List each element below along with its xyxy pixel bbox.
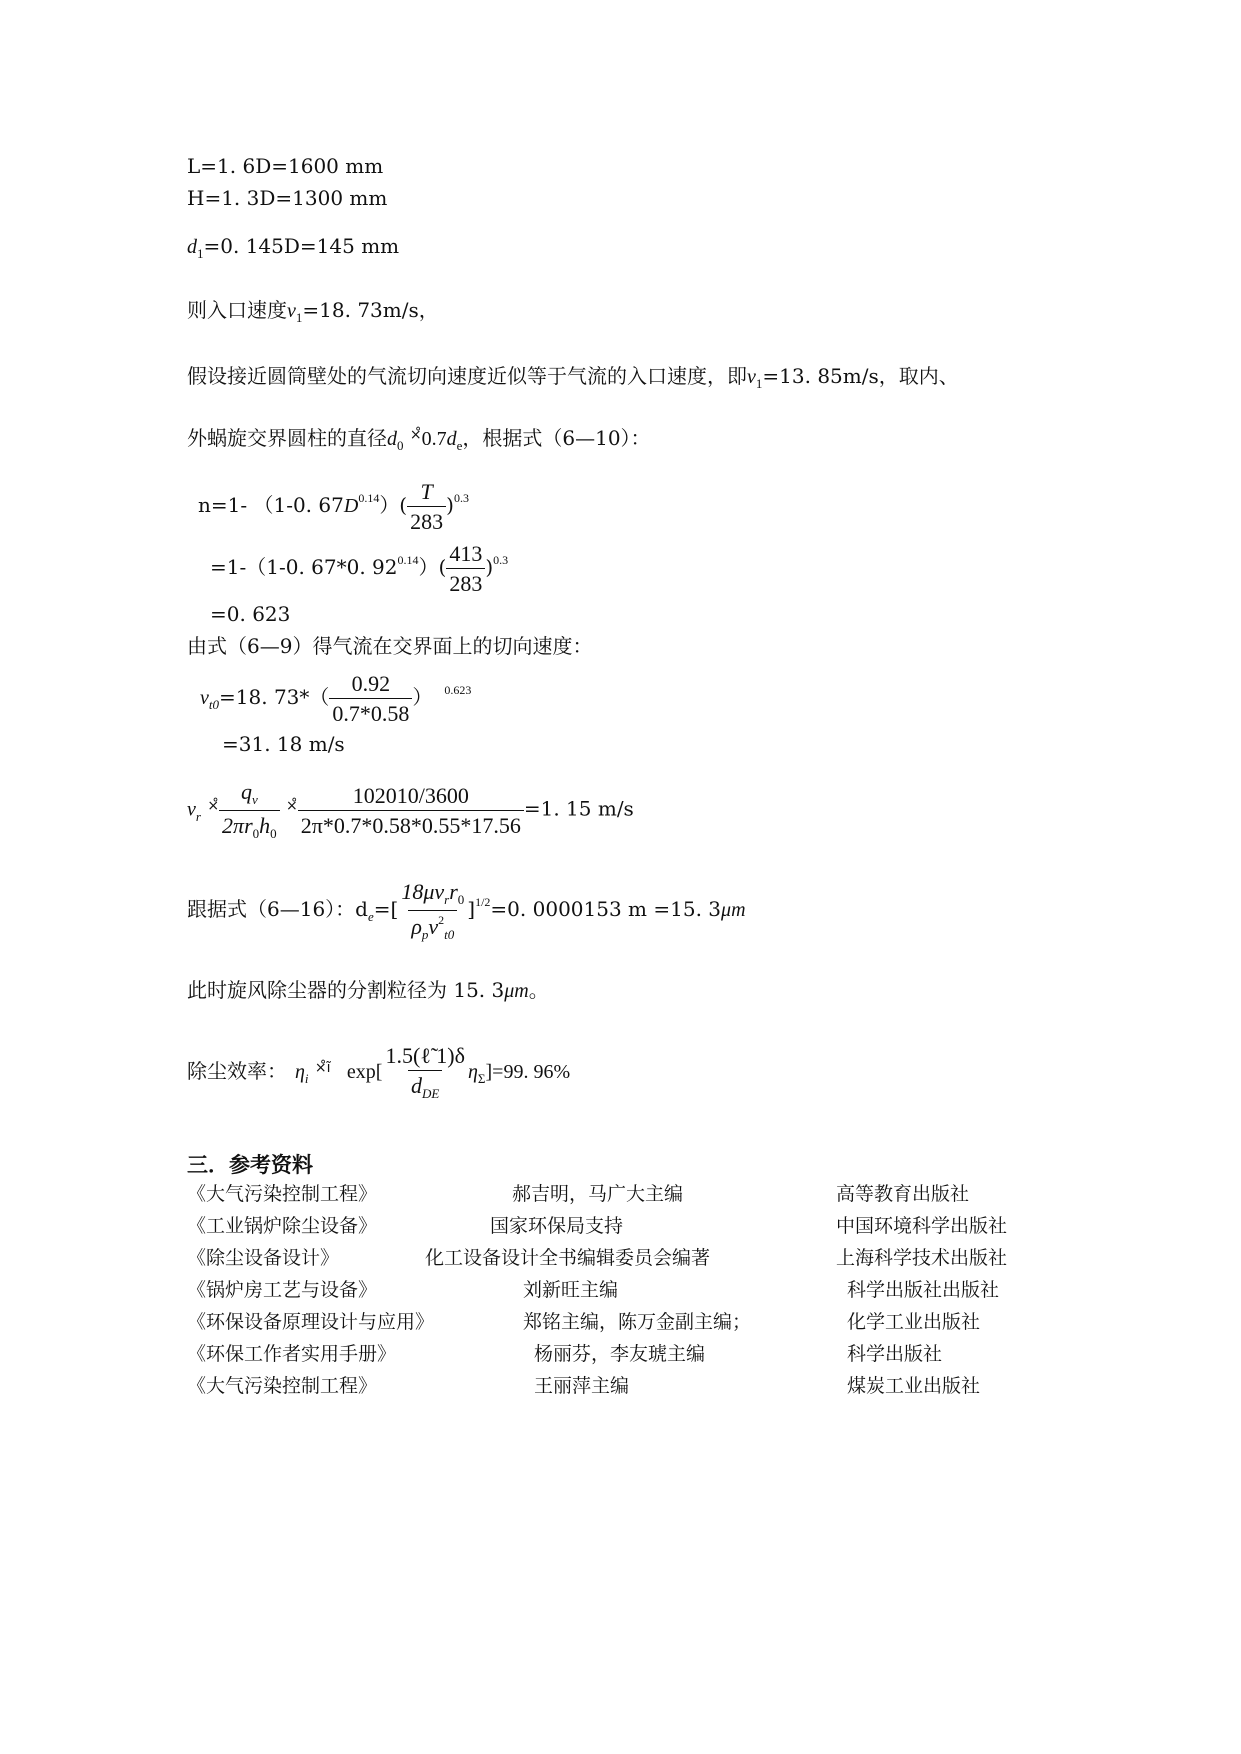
references-heading: 三．参考资料 [187, 1152, 313, 1177]
reference-author-3: 化工设备设计全书编辑委员会编著 [425, 1247, 711, 1269]
n-substitution-close: ) [485, 555, 494, 580]
efficiency-numerator: 1.5(ℓ̃ 1)δ [385, 1043, 465, 1068]
n-substitution-prefix: =1-（1-0. 67*0. 92 [210, 555, 398, 580]
n-substitution-denominator: 283 [446, 568, 485, 595]
reference-title-5: 《环保设备原理设计与应用》 [187, 1311, 435, 1333]
vt0-numerator: 0.92 [351, 671, 391, 696]
outer-vortex-line [187, 428, 651, 452]
reference-publisher-7: 煤炭工业出版社 [847, 1375, 981, 1397]
de-subscript: e [456, 438, 463, 453]
de-open-bracket: =[ [373, 897, 399, 922]
n-formula-prefix: n=1- （1-0. 67 [198, 493, 344, 518]
n-formula-close: ) [446, 493, 454, 518]
reference-title-2: 《工业锅炉除尘设备》 [187, 1215, 378, 1237]
vt0-fraction [329, 672, 412, 725]
broken-equals-glyph: ×̊ [409, 427, 422, 443]
cut-size-line [187, 980, 549, 1001]
inlet-velocity-prefix: 则入口速度 [187, 298, 287, 322]
vr-formula [187, 780, 634, 840]
n-result: =0. 623 [210, 602, 291, 626]
vr-subscript: r [195, 808, 201, 824]
n-fraction [407, 480, 446, 533]
reference-title-4: 《锅炉房工艺与设备》 [187, 1279, 378, 1301]
vt0-symbol: v [200, 687, 209, 710]
d0-subscript: 0 [397, 438, 404, 453]
qv-symbol: q [240, 779, 252, 804]
reference-title-7: 《大气污染控制工程》 [187, 1375, 378, 1397]
eta-i-subscript: i [304, 1070, 309, 1086]
d0-symbol: d [387, 428, 397, 450]
de-rho-subscript: p [421, 926, 429, 942]
n-formula-exponent: 0.3 [453, 491, 469, 506]
coefficient-value: 0.7 [421, 428, 447, 450]
h0-subscript: 0 [270, 825, 277, 841]
efficiency-prefix: 除尘效率： [187, 1058, 287, 1083]
vr-symbol: v [187, 798, 196, 821]
de-unit: μm [721, 899, 746, 922]
dde-symbol: d [411, 1073, 423, 1099]
n-substitution-mid: ）( [418, 555, 447, 580]
v1-subscript: 1 [295, 310, 303, 325]
de-result: =0. 0000153 m =15. 3 [490, 897, 722, 922]
assumption-value: =13. 85m/s，取内、 [762, 364, 959, 388]
reference-publisher-5: 化学工业出版社 [847, 1311, 981, 1333]
reference-publisher-4: 科学出版社出版社 [847, 1279, 1000, 1301]
reference-publisher-3: 上海科学技术出版社 [836, 1247, 1008, 1269]
vr-fraction-1 [219, 780, 280, 840]
reference-author-5: 郑铭主编，陈万金副主编； [523, 1311, 752, 1333]
eta-sigma-subscript: Σ [477, 1070, 486, 1086]
assumption-v-subscript: 1 [755, 376, 763, 391]
h-equation: H=1. 3D=1300 mm [187, 186, 388, 210]
cut-size-end: 。 [528, 978, 549, 1002]
broken-equals-glyph-1: ×̊ [207, 797, 220, 814]
de-close-bracket: ] [467, 897, 476, 922]
n-fraction-numerator: T [420, 479, 433, 504]
eq69-text: 由式（6—9）得气流在交界面上的切向速度： [187, 634, 593, 658]
assumption-text: 假设接近圆筒壁处的气流切向速度近似等于气流的入口速度，即 [187, 364, 747, 388]
efficiency-fraction [382, 1044, 468, 1101]
de-fraction-numerator [398, 880, 467, 910]
vr-fraction-2 [298, 784, 524, 837]
n-substitution-exponent-inner: 0.14 [397, 553, 419, 568]
n-substitution-fraction [446, 542, 485, 595]
eta-sigma-symbol: η [468, 1060, 478, 1083]
de-fraction [398, 880, 467, 941]
d1-value: =0. 145D=145 mm [203, 234, 400, 258]
n-substitution-exponent: 0.3 [493, 553, 509, 568]
cut-size-text: 此时旋风除尘器的分割粒径为 15. 3 [187, 978, 505, 1002]
eta-i-symbol: η [295, 1060, 305, 1083]
assumption-line [187, 366, 959, 390]
outer-vortex-text: 外蜗旋交界圆柱的直径 [187, 426, 387, 450]
exp-open: exp[ [346, 1060, 383, 1083]
broken-equals-glyph-2: ×̊ [286, 797, 298, 814]
n-substitution [210, 542, 508, 595]
reference-author-4: 刘新旺主编 [523, 1279, 619, 1301]
d1-symbol: d [187, 236, 197, 258]
r0-subscript: 0 [252, 825, 260, 841]
de-v-exponent: 2 [438, 912, 445, 927]
de-prefix: 跟据式（6—16）：d [187, 897, 368, 922]
reference-publisher-1: 高等教育出版社 [836, 1183, 970, 1205]
efficiency-result: ]=99. 96% [485, 1060, 571, 1083]
reference-author-7: 王丽萍主编 [534, 1375, 630, 1397]
h0-symbol: h [259, 812, 271, 838]
de-numerator-r: r [449, 879, 458, 904]
reference-author-1: 郝吉明，马广大主编 [512, 1183, 684, 1205]
de-subscript-label: e [367, 909, 374, 925]
vt0-subscript: t0 [208, 697, 220, 713]
vr-fraction-1-denominator [219, 810, 280, 841]
n-substitution-numerator: 413 [449, 541, 483, 566]
vt0-denominator: 0.7*0.58 [329, 698, 412, 725]
reference-title-6: 《环保工作者实用手册》 [187, 1343, 397, 1365]
vr-fraction-2-denominator: 2π*0.7*0.58*0.55*17.56 [298, 810, 524, 837]
broken-minus-glyph: ×̊ĩ [314, 1059, 331, 1076]
d1-subscript: 1 [197, 246, 204, 261]
vr-result: =1. 15 m/s [523, 796, 634, 821]
n-diameter-exponent: 0.14 [358, 491, 380, 506]
reference-title-1: 《大气污染控制工程》 [187, 1183, 378, 1205]
qv-subscript: v [251, 792, 258, 807]
vt0-close: ） [412, 685, 433, 710]
reference-publisher-6: 科学出版社 [847, 1343, 943, 1365]
efficiency-formula [187, 1044, 570, 1101]
reference-title-3: 《除尘设备设计》 [187, 1247, 340, 1269]
de-formula [187, 880, 746, 941]
n-fraction-denominator: 283 [407, 506, 446, 533]
de-rho-symbol: ρ [411, 913, 422, 939]
de-symbol: d [446, 428, 457, 450]
de-exponent: 1/2 [475, 895, 491, 910]
two-pi-r-symbol: 2πr [222, 812, 253, 838]
de-fraction-denominator [408, 910, 457, 942]
l-equation: L=1. 6D=1600 mm [187, 154, 384, 178]
vt0-mid: =18. 73*（ [219, 685, 330, 710]
efficiency-denominator [408, 1070, 442, 1101]
reference-author-6: 杨丽芬，李友琥主编 [534, 1343, 706, 1365]
outer-vortex-rest: ，根据式（6—10）： [462, 426, 651, 450]
n-formula-mid: ）( [379, 493, 408, 518]
reference-publisher-2: 中国环境科学出版社 [836, 1215, 1008, 1237]
n-diameter-symbol: D [343, 495, 359, 518]
dde-subscript: DE [422, 1086, 440, 1102]
de-numerator-main: 18μv [401, 879, 445, 904]
vr-fraction-2-numerator: 102010/3600 [352, 782, 469, 808]
inlet-velocity-line [187, 300, 439, 324]
de-numerator-sub-r: r [444, 892, 450, 907]
cut-size-unit: μm [504, 980, 529, 1002]
v1-value: =18. 73m/s， [302, 298, 439, 322]
de-v-subscript: t0 [444, 926, 455, 942]
vr-fraction-1-numerator [238, 780, 261, 810]
assumption-v-symbol: v [747, 366, 756, 388]
de-v-symbol: v [428, 913, 439, 939]
reference-author-2: 国家环保局支持 [490, 1215, 624, 1237]
vt0-exponent: 0.623 [444, 683, 472, 698]
vt0-result: =31. 18 m/s [222, 732, 345, 756]
de-numerator-r-sub: 0 [457, 892, 465, 907]
d1-equation [187, 236, 399, 260]
n-formula [198, 480, 469, 533]
v1-symbol: v [287, 300, 296, 322]
vt0-formula [200, 672, 471, 725]
